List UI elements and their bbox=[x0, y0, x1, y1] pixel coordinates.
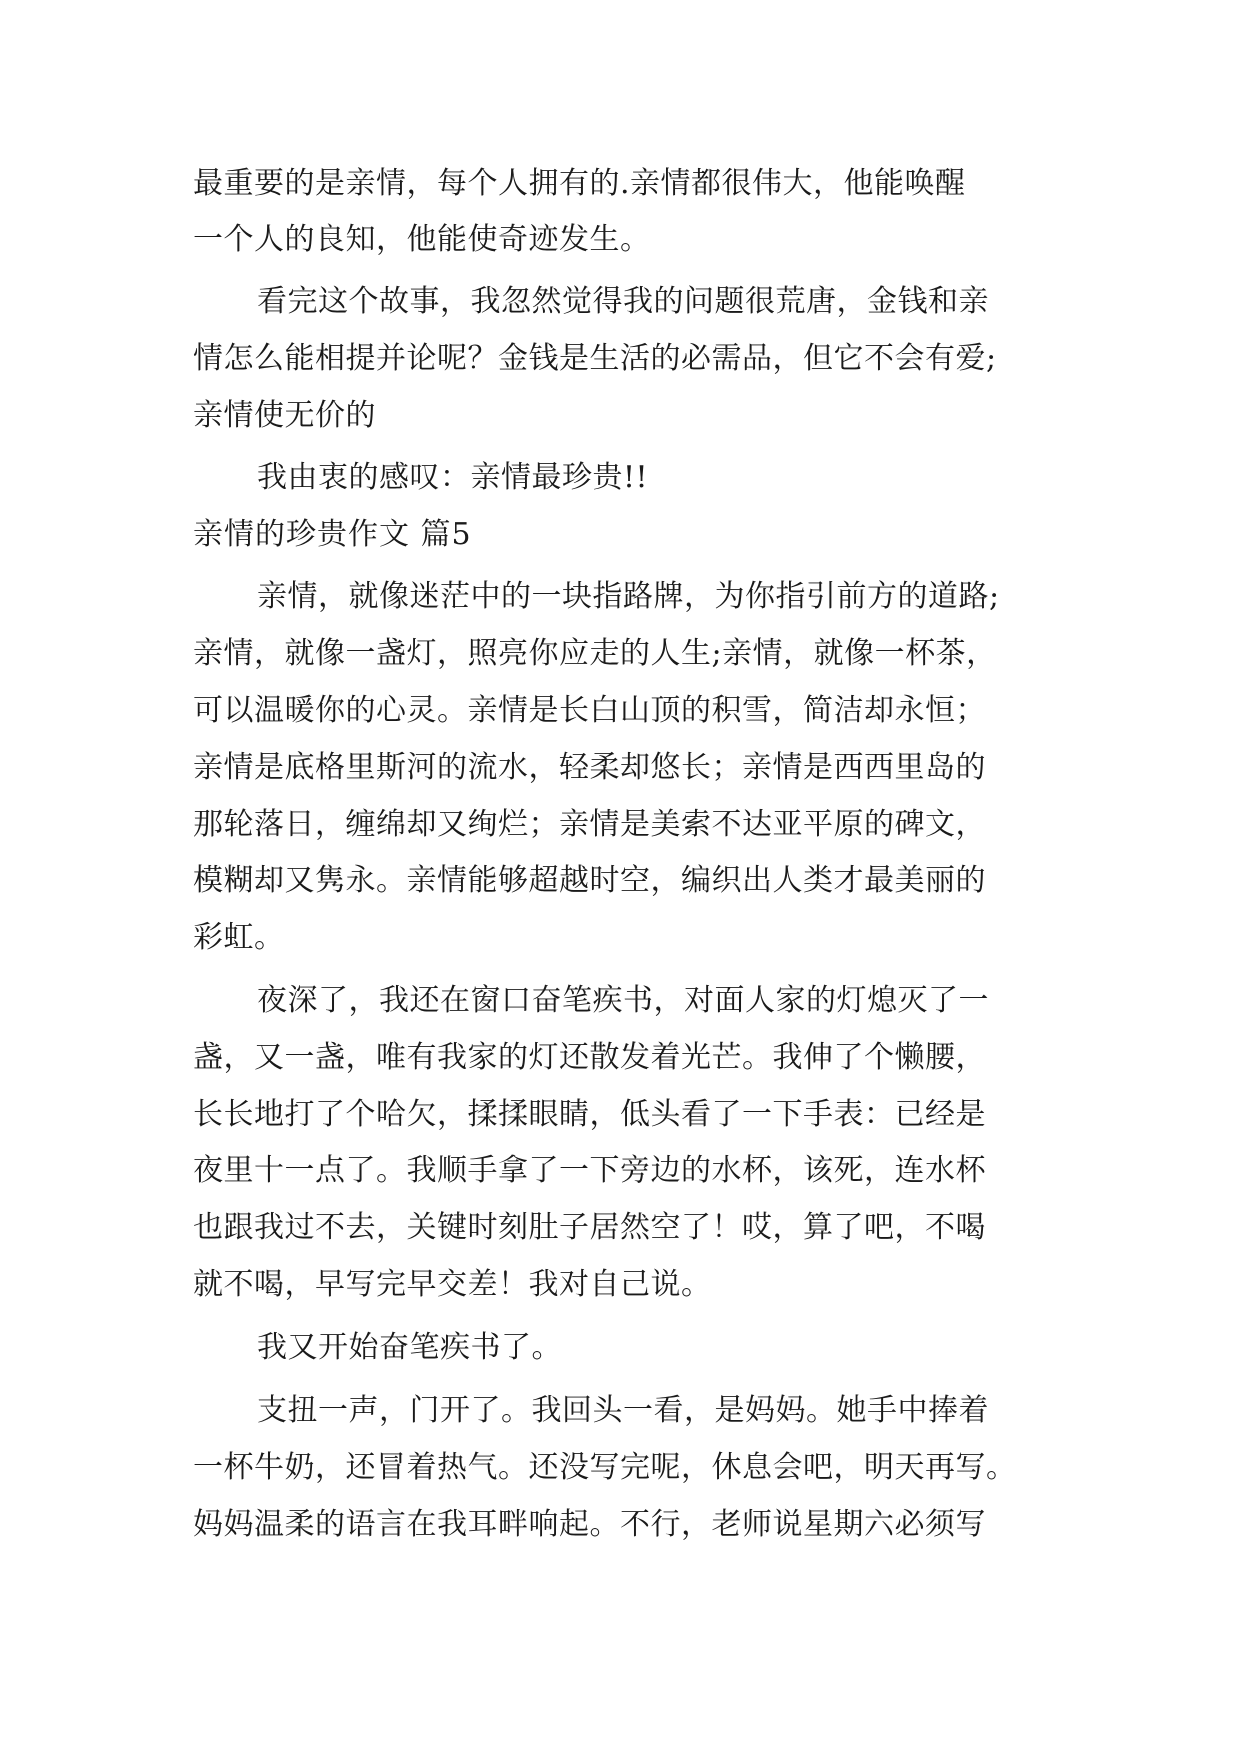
text-line: 长长地打了个哈欠，揉揉眼睛，低头看了一下手表：已经是 bbox=[193, 1097, 986, 1132]
text-line: 最重要的是亲情，每个人拥有的.亲情都很伟大，他能唤醒 bbox=[193, 166, 966, 201]
text-line: 那轮落日，缠绵却又绚烂；亲情是美索不达亚平原的碑文， bbox=[193, 807, 986, 842]
paragraph-start: 支扭一声，门开了。我回头一看，是妈妈。她手中捧着 bbox=[257, 1393, 989, 1428]
text-line: 亲情是底格里斯河的流水，轻柔却悠长；亲情是西西里岛的 bbox=[193, 750, 986, 785]
paragraph-start: 夜深了，我还在窗口奋笔疾书，对面人家的灯熄灭了一 bbox=[257, 983, 989, 1018]
text-line: 一杯牛奶，还冒着热气。还没写完呢，休息会吧，明天再写。 bbox=[193, 1450, 1017, 1485]
text-line: 一个人的良知，他能使奇迹发生。 bbox=[193, 222, 651, 257]
paragraph-start: 亲情，就像迷茫中的一块指路牌，为你指引前方的道路; bbox=[257, 579, 1000, 614]
paragraph-start: 我又开始奋笔疾书了。 bbox=[257, 1330, 562, 1365]
text-line: 妈妈温柔的语言在我耳畔响起。不行，老师说星期六必须写 bbox=[193, 1507, 986, 1542]
text-line: 亲情使无价的 bbox=[193, 398, 376, 433]
text-line: 夜里十一点了。我顺手拿了一下旁边的水杯，该死，连水杯 bbox=[193, 1153, 986, 1188]
text-line: 可以温暖你的心灵。亲情是长白山顶的积雪，简洁却永恒； bbox=[193, 693, 986, 728]
paragraph-start: 看完这个故事，我忽然觉得我的问题很荒唐，金钱和亲 bbox=[257, 284, 989, 319]
text-line: 也跟我过不去，关键时刻肚子居然空了！哎，算了吧，不喝 bbox=[193, 1210, 986, 1245]
text-line: 盏，又一盏，唯有我家的灯还散发着光芒。我伸了个懒腰， bbox=[193, 1040, 986, 1075]
paragraph-start: 我由衷的感叹：亲情最珍贵!! bbox=[257, 460, 649, 495]
text-line: 彩虹。 bbox=[193, 920, 285, 955]
text-line: 模糊却又隽永。亲情能够超越时空，编织出人类才最美丽的 bbox=[193, 863, 986, 898]
text-line: 就不喝，早写完早交差！我对自己说。 bbox=[193, 1267, 712, 1302]
text-line: 亲情，就像一盏灯，照亮你应走的人生;亲情，就像一杯茶， bbox=[193, 636, 997, 671]
section-heading: 亲情的珍贵作文 篇5 bbox=[193, 517, 472, 552]
text-line: 情怎么能相提并论呢？金钱是生活的必需品，但它不会有爱; bbox=[193, 341, 997, 376]
